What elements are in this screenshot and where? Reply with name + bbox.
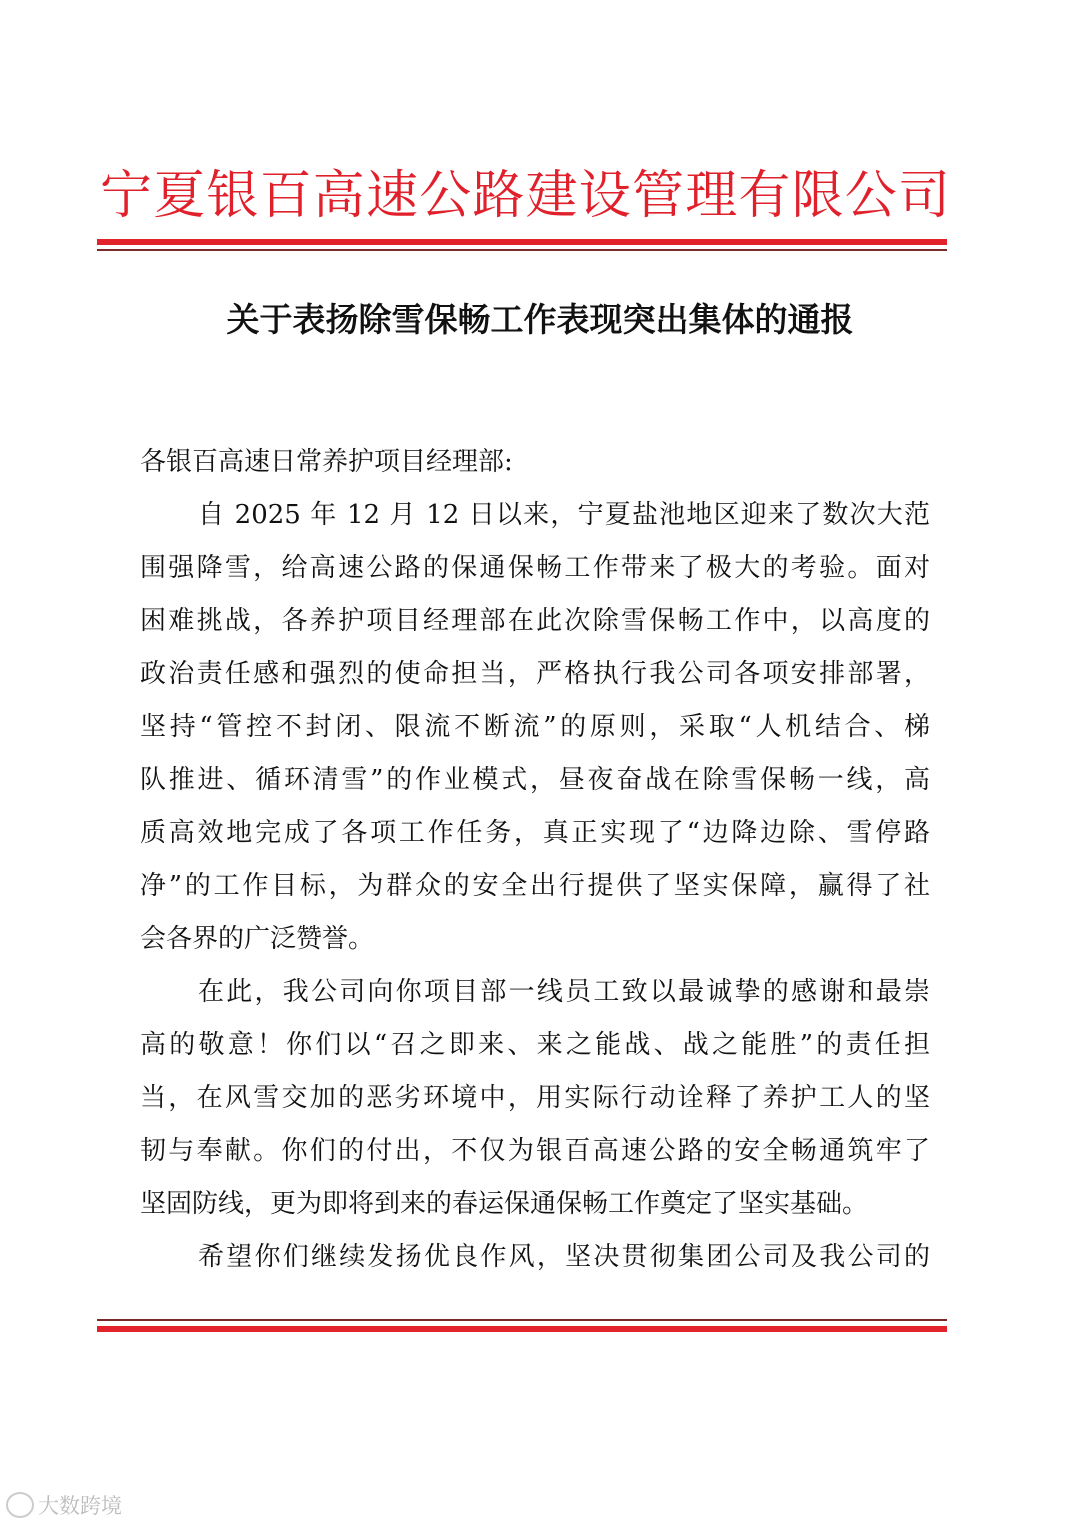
paragraph-line: 质高效地完成了各项工作任务，真正实现了“边降边除、雪停路 <box>140 818 930 848</box>
paragraph <box>140 966 930 1231</box>
paragraph-line: 净”的工作目标，为群众的安全出行提供了坚实保障，赢得了社 <box>140 871 930 901</box>
paragraph-line: 希望你们继续发扬优良作风，坚决贯彻集团公司及我公司的 <box>198 1242 930 1272</box>
document-title: 关于表扬除雪保畅工作表现突出集体的通报 <box>226 300 854 339</box>
paragraph-line: 自 2025 年 12 月 12 日以来，宁夏盐池地区迎来了数次大范 <box>198 500 930 530</box>
paragraph-line: 会各界的广泛赞誉。 <box>140 924 375 954</box>
paragraph-line: 政治责任感和强烈的使命担当，严格执行我公司各项安排部署， <box>140 659 930 689</box>
document-body <box>140 436 930 1284</box>
footer-rule-thin <box>97 1319 947 1321</box>
salutation: 各银百高速日常养护项目经理部: <box>140 447 513 477</box>
paragraph-line: 坚固防线，更为即将到来的春运保通保畅工作奠定了坚实基础。 <box>140 1189 869 1219</box>
watermark <box>6 1490 122 1520</box>
paragraph-line: 队推进、循环清雪”的作业模式，昼夜奋战在除雪保畅一线，高 <box>140 765 930 795</box>
paragraph-line: 围强降雪，给高速公路的保通保畅工作带来了极大的考验。面对 <box>140 553 930 583</box>
paragraph-line: 当，在风雪交加的恶劣环境中，用实际行动诠释了养护工人的坚 <box>140 1083 930 1113</box>
paragraph-line: 在此，我公司向你项目部一线员工致以最诚挚的感谢和最崇 <box>198 977 930 1007</box>
organization-header: 宁夏银百高速公路建设管理有限公司 <box>100 166 950 226</box>
paragraph-line: 高的敬意！你们以“召之即来、来之能战、战之能胜”的责任担 <box>140 1030 930 1060</box>
paragraph <box>140 1231 930 1284</box>
footer-rule-thick <box>97 1326 947 1332</box>
paragraph-line: 困难挑战，各养护项目经理部在此次除雪保畅工作中，以高度的 <box>140 606 930 636</box>
paragraph-line: 韧与奉献。你们的付出，不仅为银百高速公路的安全畅通筑牢了 <box>140 1136 930 1166</box>
paragraph <box>140 489 930 966</box>
header-rule-thin <box>97 249 947 251</box>
watermark-logo-icon <box>6 1492 34 1518</box>
header-rule-thick <box>97 239 947 245</box>
watermark-text: 大数跨境 <box>38 1494 122 1518</box>
paragraph-line: 坚持“管控不封闭、限流不断流”的原则，采取“人机结合、梯 <box>140 712 930 742</box>
